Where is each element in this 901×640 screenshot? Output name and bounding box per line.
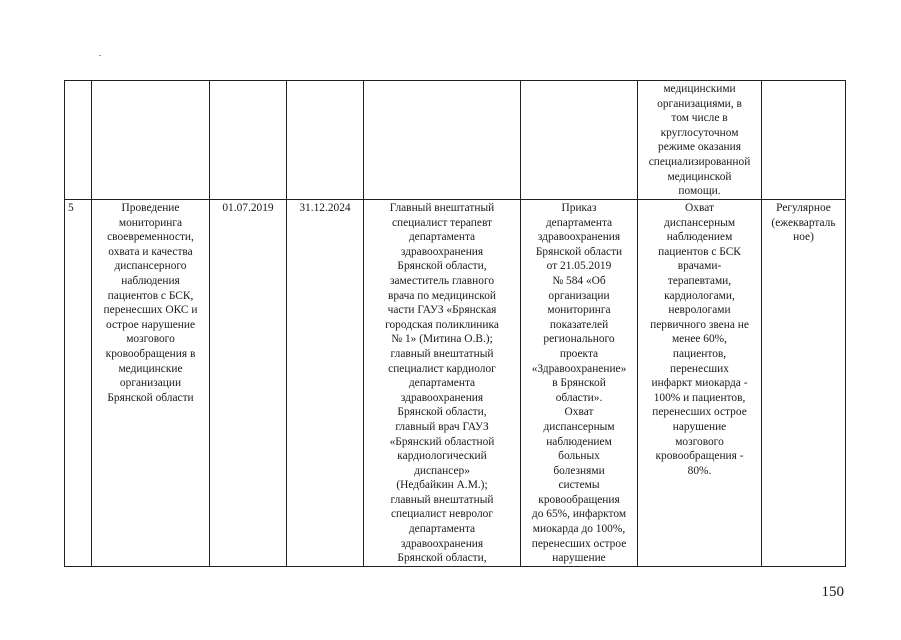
line: перенесших: [670, 362, 729, 375]
document-cell: [521, 200, 638, 567]
line: проекта: [559, 347, 599, 360]
line: области».: [555, 391, 603, 404]
line: врачами-: [677, 260, 722, 273]
line: кардиологами,: [664, 289, 735, 302]
line: перенесших острое: [531, 537, 627, 550]
line: департамента: [408, 523, 476, 536]
line: Главный внештатный: [389, 202, 495, 214]
cell-empty-start: [210, 81, 287, 200]
line: главный внештатный: [390, 347, 494, 360]
periodicity-cell: [762, 200, 846, 567]
line: организации: [548, 289, 610, 302]
line: кровообращения в: [105, 347, 196, 360]
line: круглосуточном: [660, 126, 739, 139]
line: болезнями: [553, 464, 605, 477]
line: наблюдением: [546, 435, 612, 448]
line: (ежекварталь: [771, 216, 836, 229]
page-number: 150: [821, 584, 844, 600]
line: главный внештатный: [390, 493, 494, 506]
line: наблюдением: [666, 231, 733, 244]
line: Проведение: [121, 202, 180, 214]
line: регионального: [543, 333, 615, 346]
cell-empty-document: [521, 81, 638, 200]
cell-empty-responsible: [364, 81, 521, 200]
line: медицинской: [667, 170, 732, 183]
line: 80%.: [687, 464, 712, 477]
line: неврологами: [668, 304, 731, 317]
line: организациями, в: [657, 97, 742, 110]
cell-empty-activity: [92, 81, 210, 200]
line: департамента: [408, 231, 476, 244]
line: главный врач ГАУЗ: [395, 420, 489, 433]
line: пациентов,: [672, 347, 727, 360]
line: мозгового: [675, 435, 724, 448]
line: диспансерным: [543, 420, 615, 433]
line: том числе в: [671, 112, 728, 125]
line: специалист кардиолог: [388, 362, 496, 375]
row-number: 5: [65, 200, 92, 567]
plan-table: [64, 80, 846, 567]
line: больных: [558, 450, 600, 463]
line: Приказ: [561, 202, 597, 214]
result-cell: [638, 200, 762, 567]
line: части ГАУЗ «Брянская: [387, 304, 497, 317]
start-date: 01.07.2019: [210, 200, 287, 567]
line: мозгового: [126, 333, 175, 346]
line: специалист терапевт: [391, 216, 493, 229]
line: № 584 «Об: [552, 274, 606, 287]
continued-row: [65, 81, 846, 200]
line: инфаркт миокарда -: [651, 377, 748, 390]
line: показателей: [549, 318, 609, 331]
line: № 1» (Митина О.В.);: [391, 333, 493, 346]
line: Брянской области,: [397, 406, 487, 419]
line: диспансерным: [663, 216, 736, 229]
line: Брянской области: [107, 391, 194, 404]
line: системы: [558, 479, 600, 492]
line: Брянской области,: [397, 260, 487, 273]
line: диспансерного: [114, 260, 187, 273]
cell-empty-end: [287, 81, 364, 200]
line: нарушение: [552, 552, 606, 565]
line: диспансер»: [414, 464, 470, 477]
line: Брянской области,: [397, 552, 487, 565]
line: охвата и качества: [108, 245, 193, 258]
cell-empty-number: [65, 81, 92, 200]
line: Охват: [685, 202, 714, 214]
line: Охват: [564, 406, 594, 419]
line: медицинские: [118, 362, 183, 375]
line: здравоохранения: [400, 245, 484, 258]
line: «Здравоохранение»: [531, 362, 627, 375]
line: перенесших острое: [652, 406, 747, 419]
table-row-5: [65, 200, 846, 567]
line: острое нарушение: [105, 318, 196, 331]
line: врача по медицинской: [387, 289, 497, 302]
line: первичного звена не: [650, 318, 749, 331]
line: миокарда до 100%,: [532, 523, 626, 536]
line: Брянской области: [535, 245, 623, 258]
line: кровообращения: [538, 493, 620, 506]
activity-cell: [92, 200, 210, 567]
line: городская поликлиника: [385, 318, 499, 331]
cell-empty-periodicity: [762, 81, 846, 200]
end-date: 31.12.2024: [287, 200, 364, 567]
line: мониторинга: [547, 304, 611, 317]
line: в Брянской: [552, 377, 606, 390]
line: медицинскими: [663, 83, 736, 95]
line: (Недбайкин А.М.);: [396, 479, 488, 492]
cell-continued-result: [638, 81, 762, 200]
line: ное): [793, 231, 814, 244]
line: специалист невролог: [390, 508, 494, 521]
line: нарушение: [672, 420, 727, 433]
line: терапевтами,: [667, 274, 732, 287]
line: от 21.05.2019: [546, 260, 612, 273]
line: помощи.: [678, 185, 721, 198]
line: пациентов с БСК: [658, 245, 741, 258]
line: наблюдения: [121, 274, 180, 287]
line: здравоохранения: [537, 231, 621, 244]
line: пациентов с БСК,: [107, 289, 194, 302]
line: организации: [119, 377, 182, 390]
line: мониторинга: [118, 216, 183, 229]
line: здравоохранения: [400, 391, 484, 404]
line: Регулярное: [776, 202, 831, 214]
line: менее 60%,: [671, 333, 728, 346]
line: «Брянский областной: [389, 435, 495, 448]
line: департамента: [545, 216, 613, 229]
line: кардиологический: [397, 450, 487, 463]
line: здравоохранения: [400, 537, 484, 550]
line: департамента: [408, 377, 476, 390]
line: специализированной: [648, 155, 751, 168]
line: 100% и пациентов,: [653, 391, 746, 404]
line: перенесших ОКС и: [103, 304, 198, 317]
responsible-cell: [364, 200, 521, 567]
line: кровообращения -: [655, 450, 744, 463]
line: заместитель главного: [389, 274, 495, 287]
scan-speck: [99, 55, 101, 56]
line: своевременности,: [107, 231, 194, 244]
line: до 65%, инфарктом: [531, 508, 627, 521]
line: режиме оказания: [658, 141, 741, 154]
